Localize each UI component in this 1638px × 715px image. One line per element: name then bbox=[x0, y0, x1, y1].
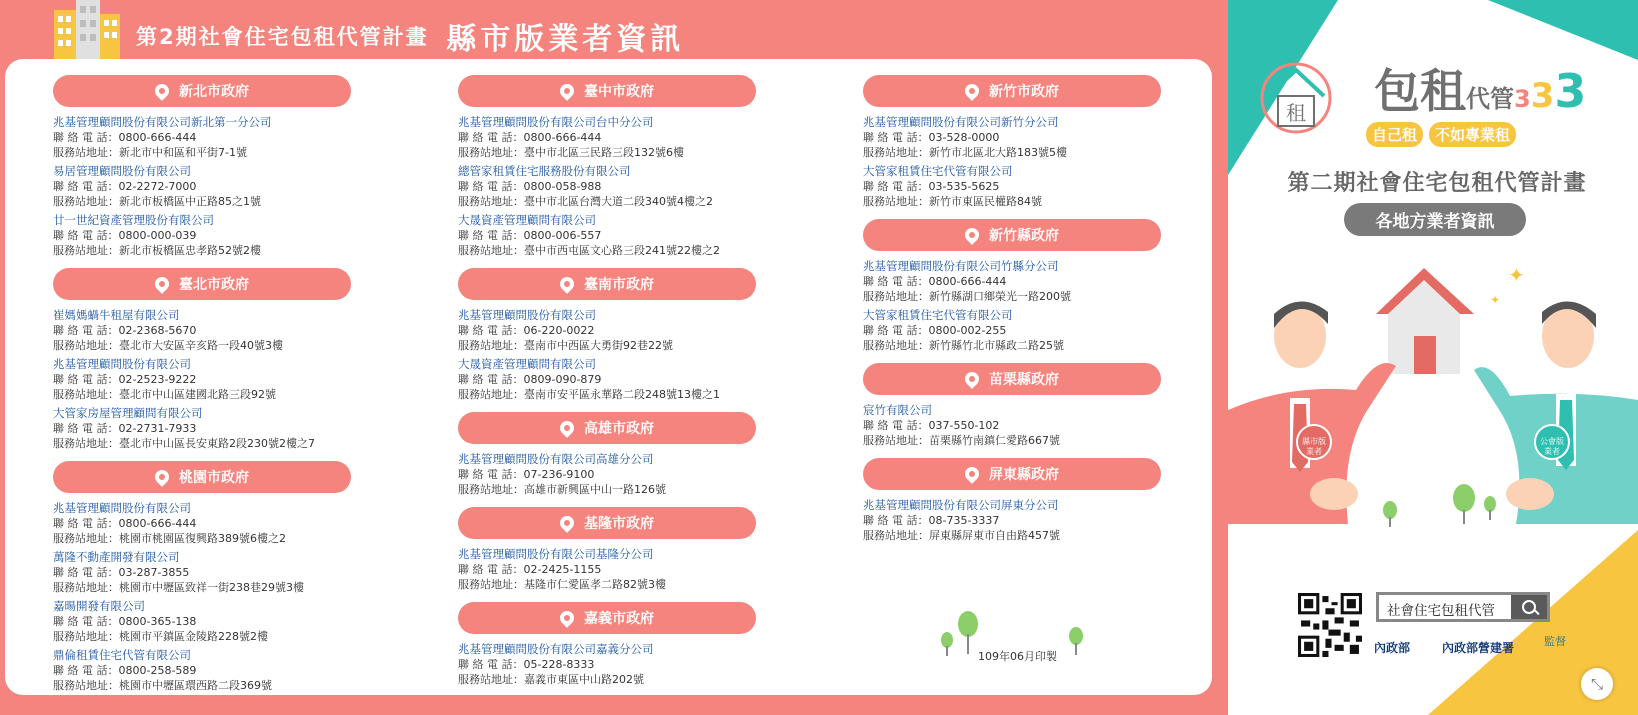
company-name: 兆基管理顧問股份有限公司 bbox=[458, 308, 596, 322]
company-name: 兆基管理顧問股份有限公司高雄分公司 bbox=[458, 452, 654, 466]
slogan-2: 不如專業租 bbox=[1429, 122, 1516, 147]
region-name: 臺南市政府 bbox=[584, 277, 654, 293]
company-address: 服務站地址：新北市中和區和平街7-1號 bbox=[53, 146, 247, 159]
company-phone: 聯 絡 電 話：05-228-8333 bbox=[458, 658, 595, 671]
company-phone: 聯 絡 電 話：08-735-3337 bbox=[863, 514, 1000, 527]
location-pin-icon bbox=[557, 513, 577, 533]
company-entry bbox=[53, 550, 393, 595]
region-header bbox=[458, 75, 756, 107]
company-entry bbox=[458, 452, 798, 497]
company-name: 大管家房屋管理顧問有限公司 bbox=[53, 406, 203, 420]
logo-char: 租 bbox=[1286, 101, 1306, 125]
search-text: 社會住宅包租代管 bbox=[1387, 603, 1495, 619]
region-section bbox=[53, 75, 393, 258]
company-entry bbox=[53, 599, 393, 644]
company-address: 服務站地址：高雄市新興區中山一路126號 bbox=[458, 483, 666, 496]
company-name: 鼎倫租賃住宅代管有限公司 bbox=[53, 648, 191, 662]
region-name: 臺北市政府 bbox=[179, 277, 249, 293]
company-phone: 聯 絡 電 話：03-287-3855 bbox=[53, 566, 190, 579]
region-name: 基隆市政府 bbox=[584, 516, 654, 532]
building-icon bbox=[52, 0, 122, 62]
company-phone: 聯 絡 電 話：0800-002-255 bbox=[863, 324, 1007, 337]
company-name: 兆基管理顧問股份有限公司新北第一分公司 bbox=[53, 115, 272, 129]
company-entry bbox=[53, 648, 393, 693]
search-box[interactable] bbox=[1376, 592, 1550, 622]
slogan-1: 自己租 bbox=[1366, 122, 1423, 147]
location-pin-icon bbox=[557, 418, 577, 438]
location-pin-icon bbox=[152, 467, 172, 487]
company-entry bbox=[458, 642, 798, 687]
company-phone: 聯 絡 電 話：0800-000-039 bbox=[53, 229, 197, 242]
company-name: 大管家租賃住宅代管有限公司 bbox=[863, 308, 1013, 322]
location-pin-icon bbox=[962, 225, 982, 245]
company-name: 兆基管理顧問股份有限公司新竹分公司 bbox=[863, 115, 1059, 129]
company-address: 服務站地址：新竹市北區北大路183號5樓 bbox=[863, 146, 1067, 159]
company-phone: 聯 絡 電 話：03-535-5625 bbox=[863, 180, 1000, 193]
region-header bbox=[53, 268, 351, 300]
company-entry bbox=[863, 498, 1203, 543]
region-section bbox=[863, 458, 1203, 543]
company-name: 嘉暘開發有限公司 bbox=[53, 599, 145, 613]
company-entry bbox=[53, 115, 393, 160]
column-3 bbox=[863, 75, 1203, 553]
logo-number-1: 3 bbox=[1514, 85, 1531, 113]
logo-mark bbox=[1258, 52, 1338, 148]
company-phone: 聯 絡 電 話：02-2523-9222 bbox=[53, 373, 197, 386]
location-pin-icon bbox=[557, 81, 577, 101]
right-panel bbox=[1228, 0, 1638, 715]
org-construction-planning: 內政部營建署 bbox=[1442, 641, 1515, 655]
company-entry bbox=[458, 115, 798, 160]
company-address: 服務站地址：新竹縣竹北市縣政二路25號 bbox=[863, 339, 1064, 352]
company-phone: 聯 絡 電 話：037-550-102 bbox=[863, 419, 1000, 432]
region-name: 苗栗縣政府 bbox=[989, 372, 1059, 388]
company-address: 服務站地址：屏東縣屏東市自由路457號 bbox=[863, 529, 1060, 542]
region-header bbox=[458, 602, 756, 634]
location-pin-icon bbox=[962, 369, 982, 389]
header-title: 縣市版業者資訊 bbox=[446, 22, 685, 57]
company-entry bbox=[863, 115, 1203, 160]
company-name: 廿一世紀資產管理股份有限公司 bbox=[53, 213, 214, 227]
company-phone: 聯 絡 電 話：03-528-0000 bbox=[863, 131, 1000, 144]
company-phone: 聯 絡 電 話：02-2368-5670 bbox=[53, 324, 197, 337]
region-name: 新北市政府 bbox=[179, 84, 249, 100]
header-subtitle: 第2期社會住宅包租代管計畫 bbox=[136, 25, 429, 49]
region-section bbox=[458, 412, 798, 497]
search-button[interactable] bbox=[1511, 595, 1547, 619]
plan-title: 第二期社會住宅包租代管計畫 bbox=[1287, 171, 1587, 196]
company-name: 大晟資產管理顧問有限公司 bbox=[458, 357, 596, 371]
company-entry bbox=[863, 308, 1203, 353]
location-pin-icon bbox=[557, 608, 577, 628]
region-section bbox=[863, 219, 1203, 353]
company-entry bbox=[863, 259, 1203, 304]
slogan bbox=[1366, 122, 1516, 147]
company-entry bbox=[863, 164, 1203, 209]
local-info-pill: 各地方業者資訊 bbox=[1344, 203, 1526, 236]
company-name: 兆基管理顧問股份有限公司屏東分公司 bbox=[863, 498, 1059, 512]
company-address: 服務站地址：臺南市中西區大勇街92巷22號 bbox=[458, 339, 673, 352]
company-address: 服務站地址：臺北市中山區長安東路2段230號2樓之7 bbox=[53, 437, 315, 450]
region-header bbox=[863, 75, 1161, 107]
company-address: 服務站地址：新竹市東區民權路84號 bbox=[863, 195, 1042, 208]
company-name: 兆基管理顧問股份有限公司 bbox=[53, 357, 191, 371]
company-address: 服務站地址：臺北市大安區辛亥路一段40號3樓 bbox=[53, 339, 283, 352]
company-phone: 聯 絡 電 話：0809-090-879 bbox=[458, 373, 602, 386]
company-phone: 聯 絡 電 話：0800-666-444 bbox=[53, 517, 197, 530]
logo-main: 包租 bbox=[1374, 64, 1466, 118]
company-address: 服務站地址：臺中市北區台灣大道二段340號4樓之2 bbox=[458, 195, 713, 208]
company-name: 兆基管理顧問股份有限公司竹縣分公司 bbox=[863, 259, 1059, 273]
company-address: 服務站地址：桃園市中壢區環西路二段369號 bbox=[53, 679, 272, 692]
company-entry bbox=[53, 357, 393, 402]
company-address: 服務站地址：臺中市北區三民路三段132號6樓 bbox=[458, 146, 684, 159]
svg-text:✦: ✦ bbox=[1490, 293, 1501, 307]
company-entry bbox=[53, 213, 393, 258]
location-pin-icon bbox=[962, 464, 982, 484]
company-name: 兆基管理顧問股份有限公司 bbox=[53, 501, 191, 515]
company-entry bbox=[458, 357, 798, 402]
location-pin-icon bbox=[152, 81, 172, 101]
company-address: 服務站地址：臺南市安平區永華路二段248號13樓之1 bbox=[458, 388, 720, 401]
company-address: 服務站地址：基隆市仁愛區孝二路82號3樓 bbox=[458, 578, 666, 591]
region-header bbox=[53, 461, 351, 493]
column-1 bbox=[53, 75, 393, 703]
company-phone: 聯 絡 電 話：06-220-0022 bbox=[458, 324, 595, 337]
print-date: 109年06月印製 bbox=[978, 650, 1057, 663]
region-name: 高雄市政府 bbox=[584, 421, 654, 437]
company-phone: 聯 絡 電 話：02-2425-1155 bbox=[458, 563, 602, 576]
company-phone: 聯 絡 電 話：0800-666-444 bbox=[863, 275, 1007, 288]
company-name: 萬隆不動產開發有限公司 bbox=[53, 550, 180, 564]
region-section bbox=[863, 363, 1203, 448]
location-pin-icon bbox=[962, 81, 982, 101]
company-entry bbox=[458, 213, 798, 258]
location-pin-icon bbox=[557, 274, 577, 294]
company-address: 服務站地址：桃園市桃園區復興路389號6樓之2 bbox=[53, 532, 286, 545]
handshake-house-illustration bbox=[1228, 262, 1638, 562]
company-address: 服務站地址：新北市板橋區忠孝路52號2樓 bbox=[53, 244, 261, 257]
region-header bbox=[863, 363, 1161, 395]
company-name: 大管家租賃住宅代管有限公司 bbox=[863, 164, 1013, 178]
region-section bbox=[458, 75, 798, 258]
region-section bbox=[458, 268, 798, 402]
company-address: 服務站地址：桃園市中壢區致祥一街238巷29號3樓 bbox=[53, 581, 304, 594]
region-section bbox=[53, 268, 393, 451]
qr-code bbox=[1298, 593, 1362, 657]
logo-small: 代管 bbox=[1466, 85, 1514, 113]
company-entry bbox=[458, 547, 798, 592]
company-phone: 聯 絡 電 話：07-236-9100 bbox=[458, 468, 595, 481]
svg-text:✦: ✦ bbox=[1508, 263, 1525, 287]
company-phone: 聯 絡 電 話：0800-006-557 bbox=[458, 229, 602, 242]
collapse-button[interactable]: ⤡ bbox=[1581, 668, 1613, 700]
page-header bbox=[136, 14, 684, 58]
company-phone: 聯 絡 電 話：0800-365-138 bbox=[53, 615, 197, 628]
region-section bbox=[458, 602, 798, 687]
company-name: 大晟資產管理顧問有限公司 bbox=[458, 213, 596, 227]
company-phone: 聯 絡 電 話：0800-666-444 bbox=[458, 131, 602, 144]
company-name: 總管家租賃住宅服務股份有限公司 bbox=[458, 164, 631, 178]
badge-city-vendor: 縣市版 業者 bbox=[1302, 437, 1326, 456]
region-header bbox=[863, 458, 1161, 490]
company-name: 兆基管理顧問股份有限公司基隆分公司 bbox=[458, 547, 654, 561]
region-header bbox=[458, 268, 756, 300]
logo-text bbox=[1374, 55, 1586, 121]
company-address: 服務站地址：新北市板橋區中正路85之1號 bbox=[53, 195, 261, 208]
company-entry bbox=[53, 164, 393, 209]
company-entry bbox=[53, 406, 393, 451]
company-name: 兆基管理顧問股份有限公司嘉義分公司 bbox=[458, 642, 654, 656]
region-header bbox=[458, 412, 756, 444]
region-section bbox=[458, 507, 798, 592]
company-name: 易居管理顧問股份有限公司 bbox=[53, 164, 191, 178]
region-header bbox=[863, 219, 1161, 251]
company-name: 宸竹有限公司 bbox=[863, 403, 932, 417]
badge-union-vendor: 公會版 業者 bbox=[1540, 437, 1564, 456]
company-phone: 聯 絡 電 話：0800-058-988 bbox=[458, 180, 602, 193]
region-name: 屏東縣政府 bbox=[989, 467, 1059, 483]
org-ministry-interior: 內政部 bbox=[1374, 641, 1411, 655]
company-address: 服務站地址：桃園市平鎮區金陵路228號2樓 bbox=[53, 630, 268, 643]
company-phone: 聯 絡 電 話：02-2731-7933 bbox=[53, 422, 197, 435]
company-entry bbox=[863, 403, 1203, 448]
region-name: 桃園市政府 bbox=[179, 470, 249, 486]
region-name: 新竹市政府 bbox=[989, 84, 1059, 100]
company-entry bbox=[53, 501, 393, 546]
column-2 bbox=[458, 75, 798, 697]
search-icon bbox=[1522, 600, 1536, 614]
company-address: 服務站地址：嘉義市東區中山路202號 bbox=[458, 673, 644, 686]
region-section bbox=[863, 75, 1203, 209]
region-header bbox=[53, 75, 351, 107]
logo-number-3: 3 bbox=[1554, 64, 1587, 118]
company-entry bbox=[53, 308, 393, 353]
company-phone: 聯 絡 電 話：0800-666-444 bbox=[53, 131, 197, 144]
company-address: 服務站地址：臺北市中山區建國北路三段92號 bbox=[53, 388, 276, 401]
company-address: 服務站地址：新竹縣湖口鄉榮光一路200號 bbox=[863, 290, 1071, 303]
org-supervisor: 監督 bbox=[1544, 635, 1566, 648]
company-entry bbox=[458, 164, 798, 209]
company-phone: 聯 絡 電 話：02-2272-7000 bbox=[53, 180, 197, 193]
region-name: 新竹縣政府 bbox=[989, 228, 1059, 244]
location-pin-icon bbox=[152, 274, 172, 294]
company-phone: 聯 絡 電 話：0800-258-589 bbox=[53, 664, 197, 677]
company-name: 崔媽媽蝸牛租屋有限公司 bbox=[53, 308, 180, 322]
company-name: 兆基管理顧問股份有限公司台中分公司 bbox=[458, 115, 654, 129]
company-address: 服務站地址：苗栗縣竹南鎮仁愛路667號 bbox=[863, 434, 1060, 447]
region-header bbox=[458, 507, 756, 539]
region-section bbox=[53, 461, 393, 693]
region-name: 臺中市政府 bbox=[584, 84, 654, 100]
region-name: 嘉義市政府 bbox=[584, 611, 654, 627]
logo-number-2: 3 bbox=[1530, 76, 1555, 116]
company-entry bbox=[458, 308, 798, 353]
company-address: 服務站地址：臺中市西屯區文心路三段241號22樓之2 bbox=[458, 244, 720, 257]
